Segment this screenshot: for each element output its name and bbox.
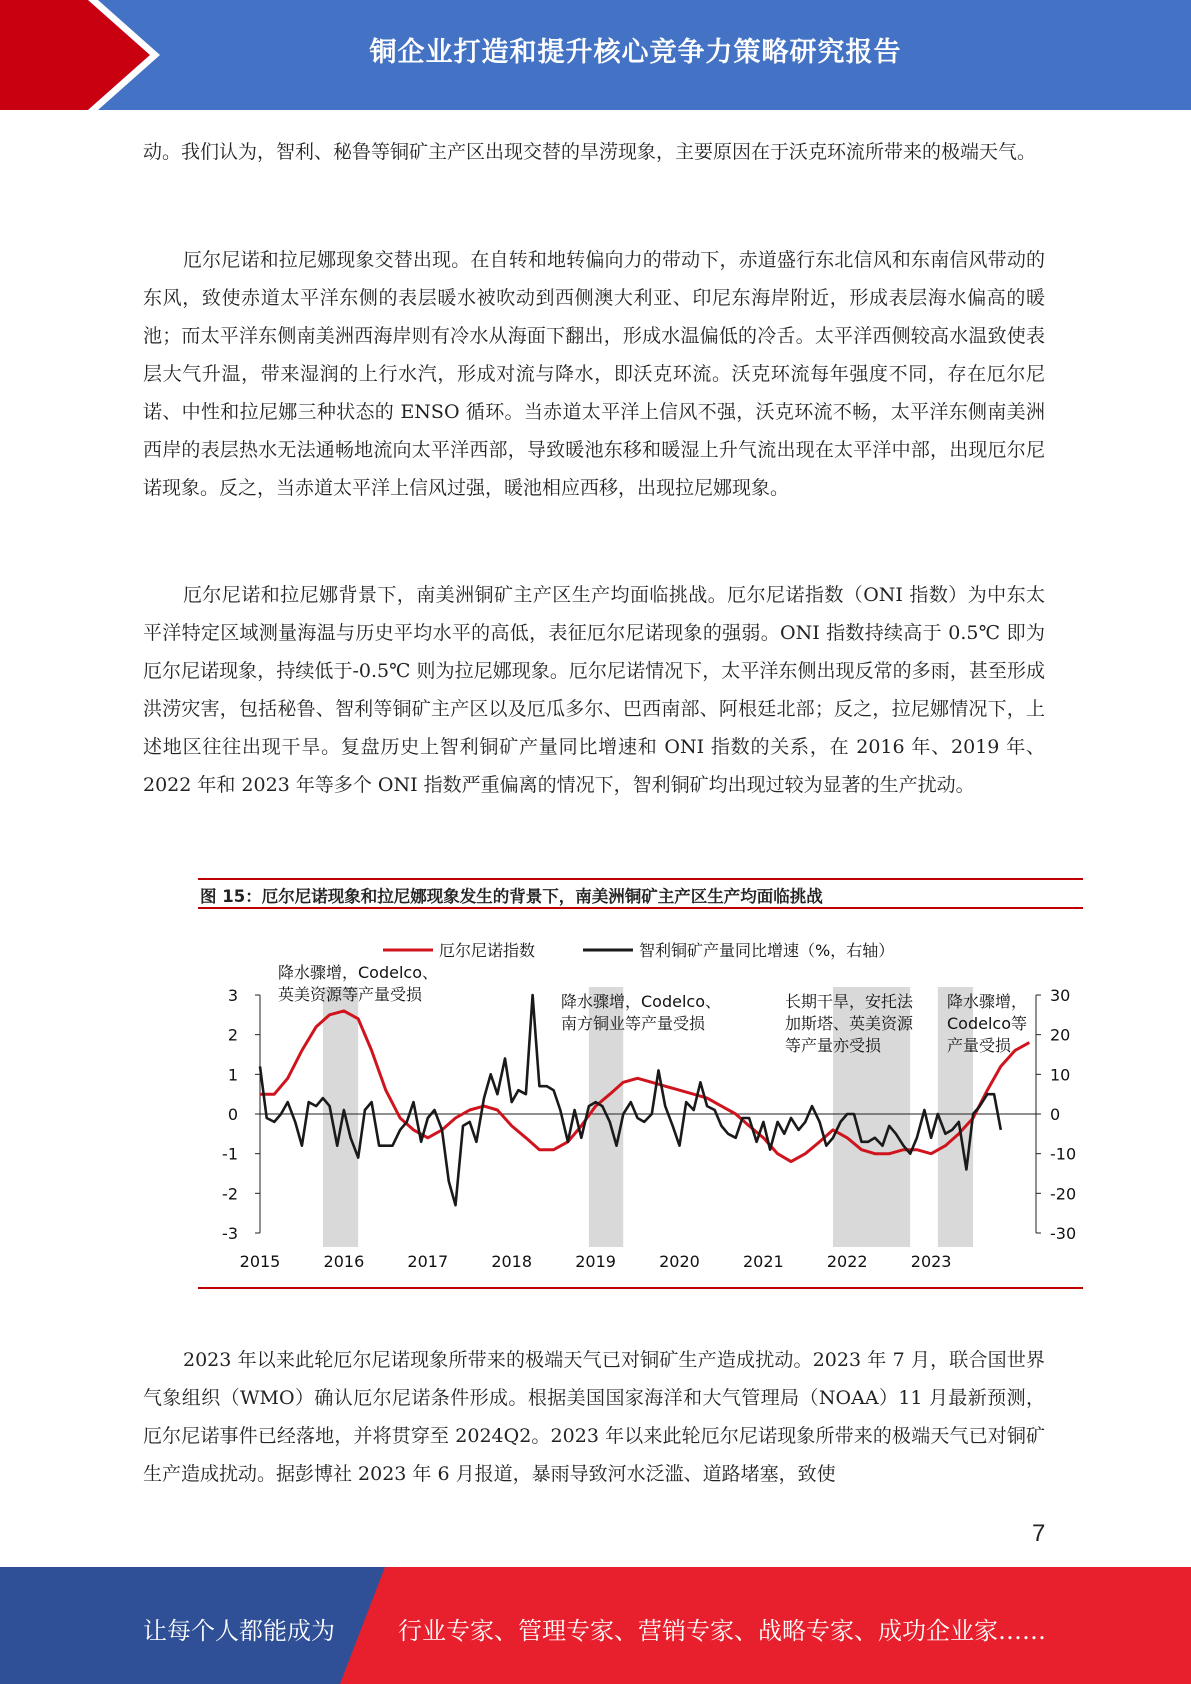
annotation-2 — [561, 992, 721, 1033]
annotation-1 — [278, 963, 438, 1004]
annotation-line: Codelco等 — [947, 1014, 1027, 1033]
footer-slogan-left: 让每个人都能成为 — [143, 1617, 335, 1645]
x-tick-label: 2021 — [742, 1252, 784, 1271]
x-tick-label: 2023 — [910, 1252, 952, 1271]
annotation-line: 降水骤增，Codelco、 — [278, 963, 438, 982]
paragraph-3: 厄尔尼诺和拉尼娜背景下，南美洲铜矿主产区生产均面临挑战。厄尔尼诺指数（ONI 指数）为中东太平洋特定区域测量海温与历史平均水平的高低，表征厄尔尼诺现象的强弱。ONI 指数持续高于 0.5℃ 即为厄尔尼诺现象，持续低于-0.5℃ 则为拉尼娜现象。厄尔尼诺情况下，太平洋东侧出现反常的多雨，甚至形成洪涝灾害，包括秘鲁、智利等铜矿主产区以及厄瓜多尔、巴西南部、阿根廷北部；反之，拉尼娜情况下，上述地区往往出现干旱。复盘历史上智利铜矿产量同比增速和 ONI 指数的关系，在 2016 年、2019 年、2022 年和 2023 年等多个 ONI 指数严重偏离的情况下，智利铜矿均出现过较为显著的生产扰动。 — [143, 584, 1045, 796]
report-title: 铜企业打造和提升核心竞争力策略研究报告 — [369, 37, 902, 68]
x-tick-label: 2022 — [826, 1252, 868, 1271]
right-tick-label: 30 — [1050, 986, 1071, 1005]
annotation-line: 降水骤增， — [947, 992, 1028, 1011]
shaded-period-1 — [323, 987, 358, 1247]
legend-label-1: 厄尔尼诺指数 — [439, 941, 536, 960]
annotation-line: 南方铜业等产量受损 — [561, 1014, 706, 1033]
annotation-line: 产量受损 — [947, 1036, 1012, 1055]
annotation-line: 降水骤增，Codelco、 — [561, 992, 721, 1011]
figure-title-rule — [198, 907, 1083, 909]
paragraph-1: 动。我们认为，智利、秘鲁等铜矿主产区出现交替的旱涝现象，主要原因在于沃克环流所带来的极端天气。 — [143, 141, 1037, 163]
page-header — [0, 0, 1191, 110]
footer-slogan-right: 行业专家、管理专家、营销专家、战略专家、成功企业家…… — [398, 1617, 1046, 1645]
x-tick-label: 2017 — [407, 1252, 449, 1271]
legend-label-2: 智利铜矿产量同比增速（%，右轴） — [639, 941, 895, 960]
x-tick-label: 2018 — [491, 1252, 533, 1271]
figure-bottom-rule — [198, 1287, 1083, 1289]
annotation-line: 长期干旱，安托法 — [785, 992, 914, 1011]
left-tick-label: -1 — [222, 1144, 238, 1164]
enso-copper-chart — [198, 920, 1083, 1280]
x-tick-label: 2015 — [239, 1252, 281, 1271]
x-tick-label: 2016 — [323, 1252, 365, 1271]
page-number: 7 — [1032, 1520, 1046, 1547]
left-tick-label: -3 — [222, 1224, 238, 1243]
right-tick-label: 10 — [1050, 1065, 1071, 1085]
left-tick-label: 0 — [227, 1105, 238, 1124]
paragraph-2: 厄尔尼诺和拉尼娜现象交替出现。在自转和地转偏向力的带动下，赤道盛行东北信风和东南信风带动的东风，致使赤道太平洋东侧的表层暖水被吹动到西侧澳大利亚、印尼东海岸附近，形成表层海水偏高的暖池；而太平洋东侧南美洲西海岸则有冷水从海面下翻出，形成水温偏低的冷舌。太平洋西侧较高水温致使表层大气升温，带来湿润的上行水汽，形成对流与降水，即沃克环流。沃克环流每年强度不同，存在厄尔尼诺、中性和拉尼娜三种状态的 ENSO 循环。当赤道太平洋上信风不强，沃克环流不畅，太平洋东侧南美洲西岸的表层热水无法通畅地流向太平洋西部，导致暖池东移和暖湿上升气流出现在太平洋中部，出现厄尔尼诺现象。反之，当赤道太平洋上信风过强，暖池相应西移，出现拉尼娜现象。 — [143, 249, 1045, 499]
x-tick-label: 2020 — [659, 1252, 700, 1271]
annotation-line: 等产量亦受损 — [785, 1036, 882, 1055]
header-chevron-decoration — [0, 0, 160, 110]
page-footer — [0, 1567, 1191, 1684]
left-tick-label: 2 — [227, 1025, 238, 1045]
figure-title: 图 15：厄尔尼诺现象和拉尼娜现象发生的背景下，南美洲铜矿主产区生产均面临挑战 — [200, 887, 823, 906]
right-tick-label: -30 — [1050, 1224, 1077, 1243]
left-tick-label: 1 — [227, 1065, 238, 1085]
annotation-line: 加斯塔、英美资源 — [785, 1014, 914, 1033]
x-tick-label: 2019 — [575, 1252, 616, 1271]
right-tick-label: 20 — [1050, 1025, 1071, 1045]
series-line-1 — [260, 1011, 1029, 1162]
left-tick-label: 3 — [227, 986, 238, 1005]
right-tick-label: 0 — [1050, 1105, 1061, 1124]
annotation-line: 英美资源等产量受损 — [278, 985, 423, 1004]
paragraph-4: 2023 年以来此轮厄尔尼诺现象所带来的极端天气已对铜矿生产造成扰动。2023 年 7 月，联合国世界气象组织（WMO）确认厄尔尼诺条件形成。根据美国国家海洋和大气管理局（NOAA）11 月最新预测，厄尔尼诺事件已经落地，并将贯穿至 2024Q2。2023 年以来此轮厄尔尼诺现象所带来的极端天气已对铜矿生产造成扰动。据彭博社 2023 年 6 月报道，暴雨导致河水泛滥、道路堵塞，致使 — [143, 1349, 1045, 1485]
annotation-4 — [947, 992, 1027, 1055]
right-tick-label: -20 — [1050, 1184, 1077, 1204]
left-tick-label: -2 — [222, 1184, 238, 1204]
figure-top-rule — [198, 878, 1083, 880]
right-tick-label: -10 — [1050, 1144, 1077, 1164]
